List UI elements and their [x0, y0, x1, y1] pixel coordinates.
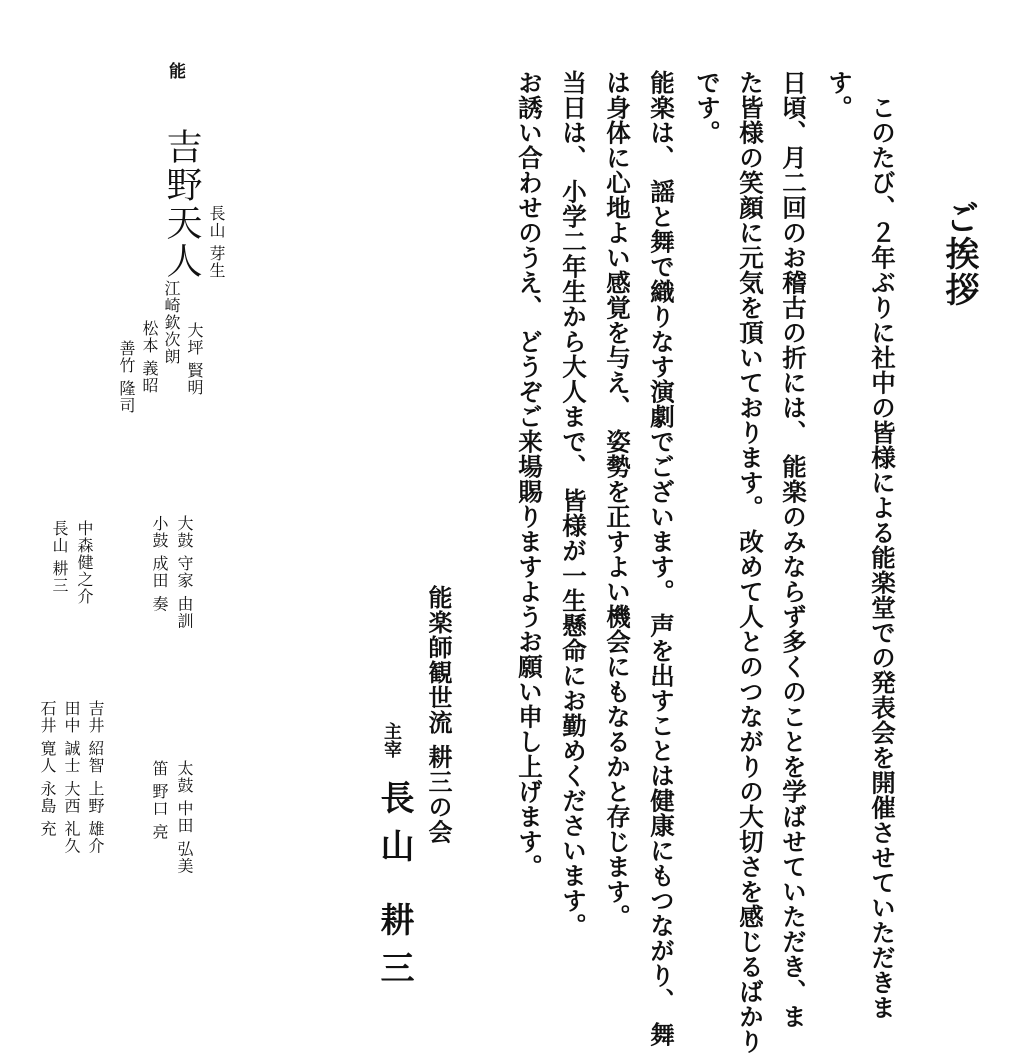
hayashi-fue: 笛 野口 亮	[150, 760, 169, 841]
cast-jiutai-2: 善竹 隆司	[117, 340, 136, 415]
greeting-line-4: た皆様の笑顔に元気を頂いております。 改めて人とのつながりの大切さを感じるばかり	[736, 70, 765, 1054]
chorus-row-1: 吉井 紹智 上野 雄介	[86, 700, 105, 855]
greeting-line-6: 能楽は、 謡と舞で織りなす演劇でございます。 声を出すことは健康にもつながり、 舞	[647, 70, 676, 1048]
program-label: 能	[165, 62, 185, 79]
cast-waki-2: 江崎欽次朗	[162, 280, 181, 365]
hayashi-taiko: 太鼓 中田 弘美	[175, 760, 194, 875]
cast-jiutai-1: 松本 義昭	[140, 320, 159, 395]
cast-shite: 長山 芽生	[207, 205, 226, 280]
greeting-line-8: 当日は、 小学二年生から大人まで、 皆様が一生懸命にお勤めくださいます。	[559, 70, 588, 939]
host-name: 長山 耕三	[374, 780, 414, 998]
koken-1: 中森健之介	[75, 520, 94, 605]
hayashi-otsuzumi: 大鼓 守家 由訓	[175, 515, 194, 630]
chorus-row-2: 田中 誠士 大西 礼久	[62, 700, 81, 855]
program-title: 吉野天人	[161, 128, 202, 280]
greeting-line-2: す。	[825, 70, 854, 120]
greeting-title: ご挨拶	[939, 200, 979, 308]
koken-2: 長山 耕三	[50, 520, 69, 595]
greeting-line-3: 日頃、月二回のお稽古の折には、 能楽のみならず多くのことを学ばせていただき、ま	[779, 70, 808, 1030]
host-role: 主宰	[381, 722, 402, 758]
hayashi-kotsuzumi: 小鼓 成田 奏	[150, 515, 169, 613]
chorus-row-3: 石井 寛人 永島 充	[38, 700, 57, 838]
greeting-line-5: です。	[693, 70, 722, 145]
organization-name: 能楽師観世流 耕三の会	[424, 585, 453, 845]
greeting-line-1: このたび、２年ぶりに社中の皆様による能楽堂での発表会を開催させていただきま	[868, 95, 897, 1020]
greeting-line-7: は身体に心地よい感覚を与え、 姿勢を正すよい機会にもなるかと存じます。	[603, 70, 632, 930]
cast-waki-1: 大坪 賢明	[185, 322, 204, 397]
greeting-line-9: お誘い合わせのうえ、 どうぞご来場賜りますようお願い申し上げます。	[515, 70, 544, 880]
